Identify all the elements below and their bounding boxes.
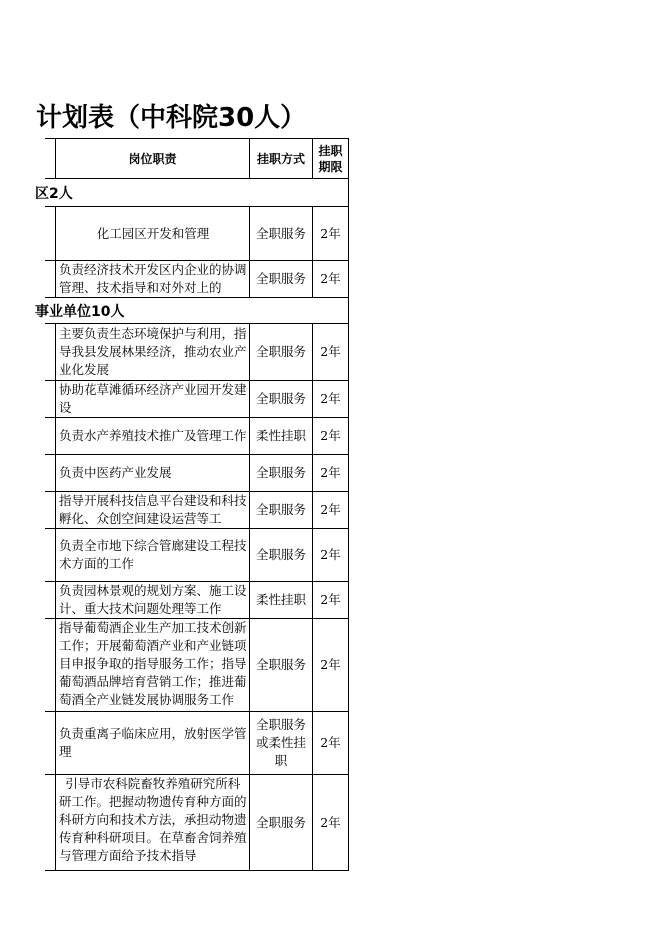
- term-cell: 2年: [313, 712, 349, 775]
- table-row: [45, 529, 349, 582]
- section-row: [45, 298, 349, 324]
- term-cell: 2年: [313, 775, 349, 871]
- term-cell: 2年: [313, 455, 349, 492]
- duty-cell: 化工园区开发和管理: [56, 207, 250, 261]
- duty-cell: 负责园林景观的规划方案、施工设计、重大技术问题处理等工作: [56, 582, 250, 619]
- duty-cell: 负责全市地下综合管廊建设工程技术方面的工作: [56, 529, 250, 582]
- duty-cell: 指导开展科技信息平台建设和科技孵化、众创空间建设运营等工: [59, 493, 247, 526]
- table-row: [45, 261, 349, 298]
- term-cell: 2年: [313, 619, 349, 712]
- term-cell: 2年: [313, 261, 349, 298]
- duty-cell: 主要负责生态环境保护与利用，指导我县发展林果经济，推动农业产业化发展: [56, 324, 250, 381]
- position-table: [35, 138, 349, 871]
- table-row: [45, 207, 349, 261]
- mode-cell: 全职服务: [250, 207, 313, 261]
- section-label: 事业单位10人: [45, 298, 349, 324]
- mode-cell: 柔性挂职: [250, 418, 313, 455]
- duty-cell: 负责水产养殖技术推广及管理工作: [56, 418, 250, 455]
- term-cell: 2年: [313, 207, 349, 261]
- table-row: [45, 418, 349, 455]
- table-header-row: [45, 139, 349, 179]
- mode-cell: 全职服务: [250, 619, 313, 712]
- header-mode: 挂职方式: [250, 139, 313, 179]
- mode-cell: 全职服务或柔性挂职: [250, 712, 313, 775]
- duty-cell: 负责经济技术开发区内企业的协调管理、技术指导和对外对上的: [59, 262, 247, 295]
- table-row: [45, 775, 349, 871]
- header-duty: 岗位职责: [56, 139, 250, 179]
- table-row: [45, 324, 349, 381]
- mode-cell: 全职服务: [250, 324, 313, 381]
- table-row: [45, 582, 349, 619]
- mode-cell: 柔性挂职: [250, 582, 313, 619]
- section-label: 区2人: [45, 179, 349, 207]
- mode-cell: 全职服务: [250, 261, 313, 298]
- header-term: 挂职期限: [313, 139, 349, 179]
- mode-cell: 全职服务: [250, 529, 313, 582]
- table-row: [45, 619, 349, 712]
- term-cell: 2年: [313, 529, 349, 582]
- mode-cell: 全职服务: [250, 381, 313, 418]
- page-title: 计划表（中科院30人）: [36, 103, 307, 133]
- duty-cell: 负责中医药产业发展: [56, 455, 250, 492]
- table-row: [45, 712, 349, 775]
- duty-cell: 负责重离子临床应用，放射医学管理: [56, 712, 250, 775]
- table-row: [45, 455, 349, 492]
- term-cell: 2年: [313, 492, 349, 529]
- duty-cell: 协助花草滩循环经济产业园开发建设: [56, 381, 250, 418]
- term-cell: 2年: [313, 324, 349, 381]
- mode-cell: 全职服务: [250, 492, 313, 529]
- section-row: [45, 179, 349, 207]
- mode-cell: 全职服务: [250, 775, 313, 871]
- term-cell: 2年: [313, 418, 349, 455]
- term-cell: 2年: [313, 381, 349, 418]
- duty-cell: 引导市农科院畜牧养殖研究所科研工作。把握动物遗传育种方面的科研方向和技术方法，承担动物遗传育种科研项目。在草畜舍饲养殖与管理方面给予技术指导: [59, 776, 247, 863]
- table-row: [45, 381, 349, 418]
- term-cell: 2年: [313, 582, 349, 619]
- mode-cell: 全职服务: [250, 455, 313, 492]
- duty-cell: 指导葡萄酒企业生产加工技术创新工作；开展葡萄酒产业和产业链项目申报争取的指导服务工作；指导葡萄酒品牌培育营销工作；推进葡萄酒全产业链发展协调服务工作: [59, 620, 247, 707]
- table-row: [45, 492, 349, 529]
